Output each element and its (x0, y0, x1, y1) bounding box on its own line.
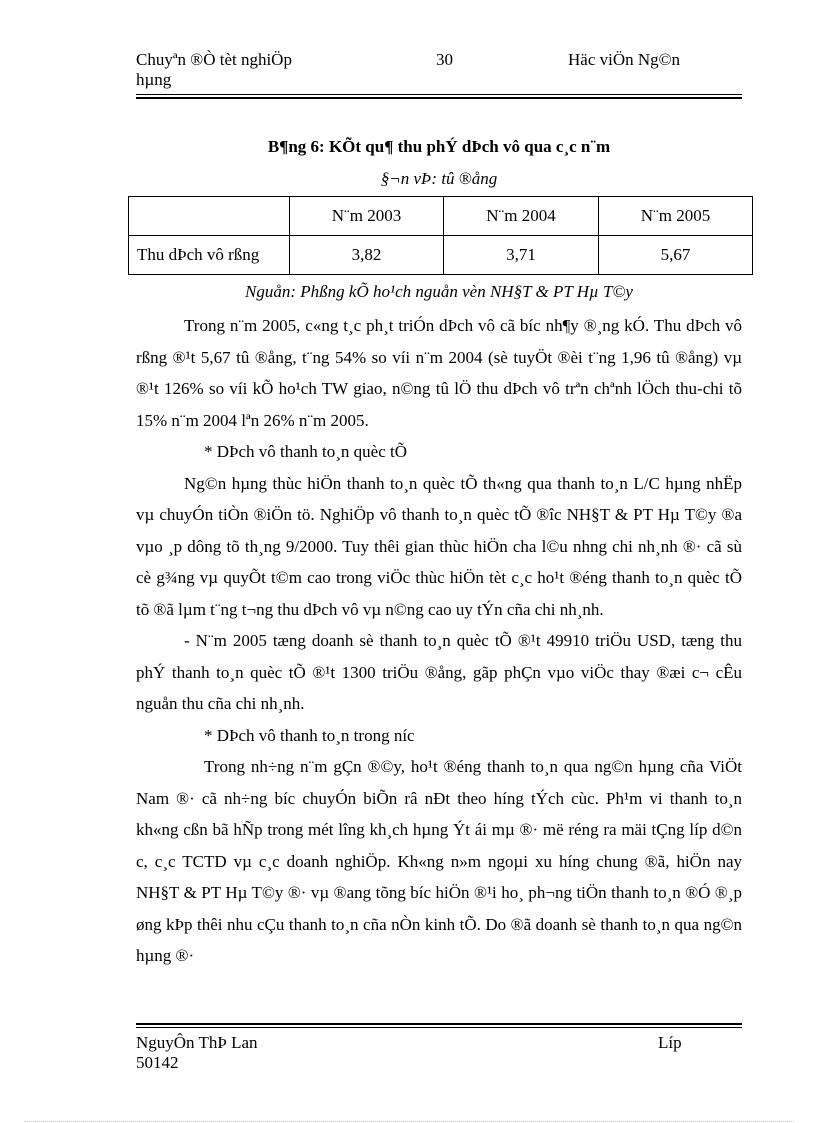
paragraph: Trong n¨m 2005, c«ng t¸c ph¸t triÓn dÞch vô cã bíc nh¶y ®¸ng kÓ. Thu dÞch vô rßng ®¹t 5,67 tû ®ång, t¨ng 54% so víi n¨m 2004 (sè tuyÖt ®èi t¨ng 1,96 tû ®ång) vµ ®¹t 126% so víi kÕ ho¹ch TW giao, n©ng tû lÖ thu dÞch vô trªn chªnh lÖch thu-chi tõ 15% n¨m 2004 lªn 26% n¨m 2005. (136, 316, 742, 430)
paragraph: - N¨m 2005 tæng doanh sè thanh to¸n quèc tÕ ®¹t 49910 triÖu USD, tæng thu phÝ thanh to¸n quèc tÕ ®¹t 1300 triÖu ®ång, gãp phÇn vµo viÖc thay ®æi c¬ cÊu nguån thu cña chi nh¸nh. (136, 631, 742, 713)
page-bottom-border (24, 1121, 794, 1122)
table-cell: Thu dÞch vô rßng (129, 236, 290, 275)
page-number: 30 (436, 50, 453, 69)
header-rule-double (136, 97, 742, 99)
body-text (136, 310, 742, 972)
table-header-cell: N¨m 2004 (444, 197, 599, 236)
footer-rule-double (136, 1027, 742, 1028)
header-left-text: Chuyªn ®Ò tèt nghiÖp hµng (136, 50, 292, 89)
table-header-cell: N¨m 2005 (599, 197, 753, 236)
table-cell: 3,82 (290, 236, 444, 275)
section-heading: * DÞch vô thanh to¸n trong níc (204, 725, 415, 745)
table-title: B¶ng 6: KÕt qu¶ thu phÝ dÞch vô qua c¸c n¨m (267, 137, 611, 156)
table-source: Nguån: Phßng kÕ ho¹ch nguån vèn NH§T & PT Hµ T©y (245, 282, 633, 301)
table-cell: 3,71 (444, 236, 599, 275)
table-header-cell (129, 197, 290, 236)
footer-author: NguyÔn ThÞ Lan 50142 (136, 1033, 258, 1072)
results-table (128, 196, 753, 275)
footer-class: Líp (658, 1033, 682, 1052)
table-row (129, 236, 753, 275)
table-cell: 5,67 (599, 236, 753, 275)
table-header-cell: N¨m 2003 (290, 197, 444, 236)
paragraph: Ng©n hµng thùc hiÖn thanh to¸n quèc tÕ th«ng qua thanh to¸n L/C hµng nhËp vµ chuyÓn tiÒn ®iÖn tö. NghiÖp vô thanh to¸n quèc tÕ ®îc NH§T & PT Hµ T©y ®a vµo ¸p dông tõ th¸ng 9/2000. Tuy thêi gian thùc hiÖn cha l©u nhng chi nh¸nh ®· cã sù cè g¾ng vµ quyÕt t©m cao trong viÖc thùc hiÖn tèt c¸c ho¹t ®éng thanh to¸n quèc tÕ tõ ®ã lµm t¨ng t¬ng thu dÞch vô vµ n©ng cao uy tÝn cña chi nh¸nh. (136, 473, 742, 619)
section-heading: * DÞch vô thanh to¸n quèc tÕ (204, 442, 408, 461)
paragraph: Trong nh÷ng n¨m gÇn ®©y, ho¹t ®éng thanh to¸n qua ng©n hµng cña ViÖt Nam ®· cã nh÷ng bíc chuyÓn biÕn râ nÐt theo híng tÝch cùc. Ph¹m vi thanh to¸n kh«ng cßn bã hÑp trong mét lîng kh¸ch hµng Ýt ái mµ ®· më réng ra mäi tÇng líp d©n c, c¸c TCTD vµ c¸c doanh nghiÖp. Kh«ng n»m ngoµi xu híng chung ®ã, hiÖn nay NH§T & PT Hµ T©y ®· vµ ®ang tõng bíc hiÖn ®¹i ho¸ ph¬ng tiÖn thanh to¸n ®Ó ®¸p øng kÞp thêi nhu cÇu thanh to¸n cña nÒn kinh tÕ. Do ®ã doanh sè thanh to¸n qua ng©n hµng ®· (136, 757, 742, 965)
table-unit: §¬n vÞ: tû ®ång (380, 169, 498, 188)
header-right-text: Häc viÖn Ng©n (568, 50, 681, 69)
footer-rule (136, 1023, 742, 1025)
table-header-row (129, 197, 753, 236)
header-rule (136, 94, 742, 95)
